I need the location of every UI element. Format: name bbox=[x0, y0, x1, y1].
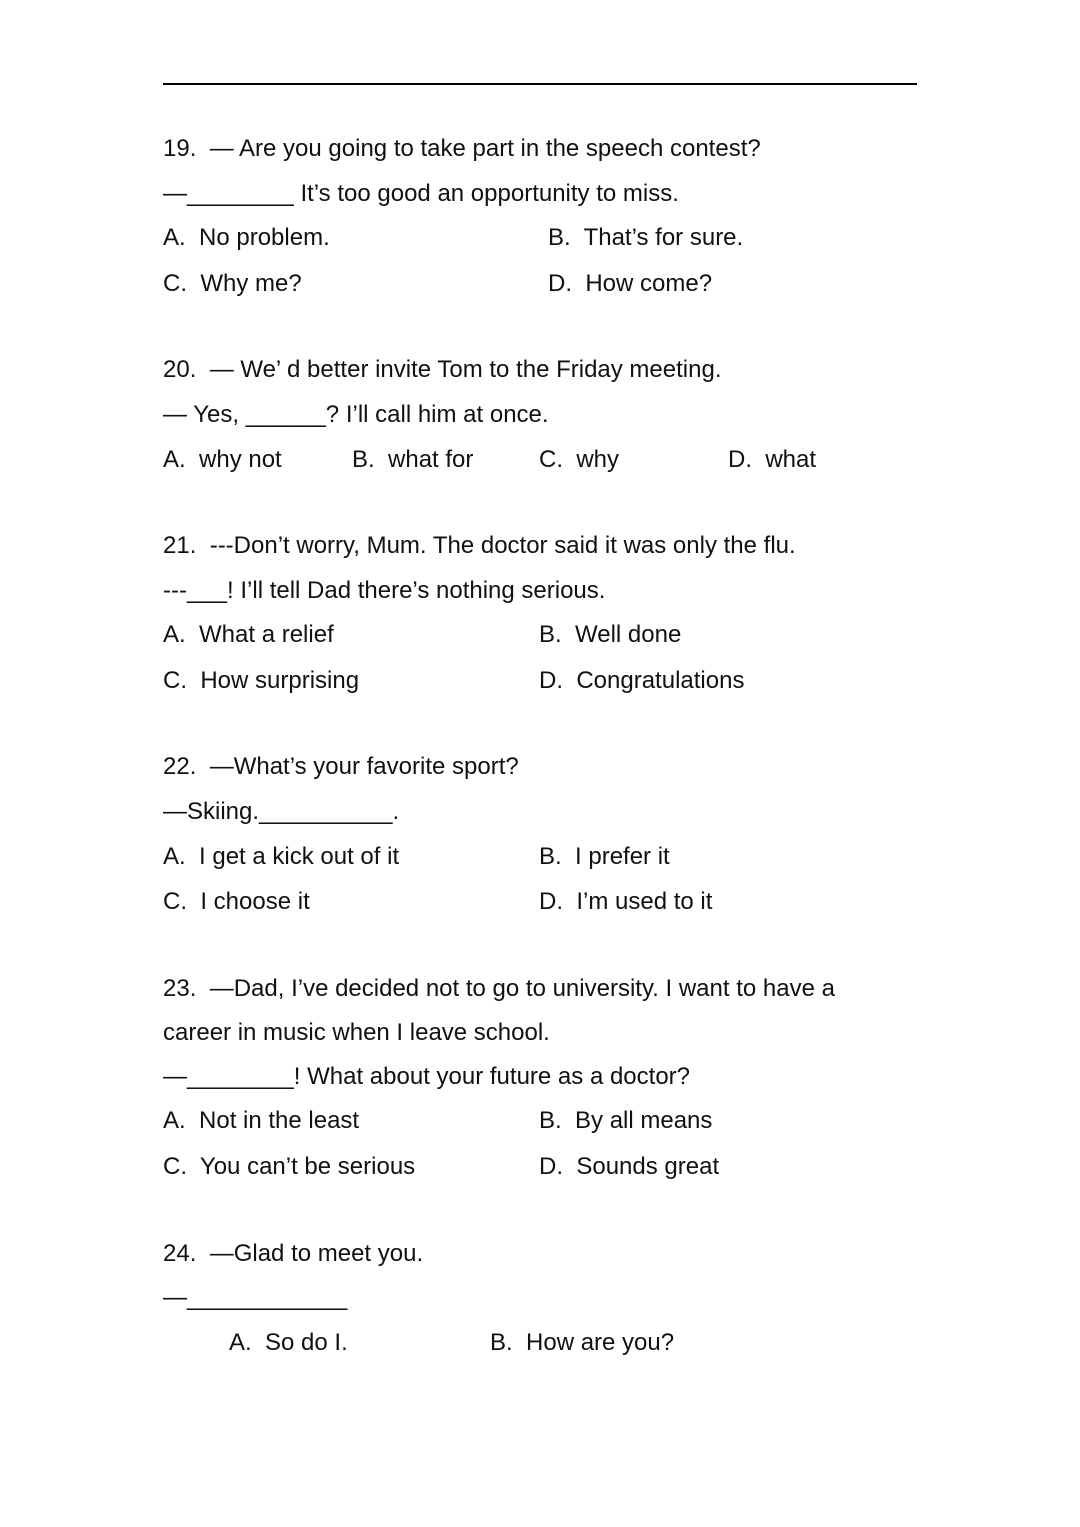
question-24-option-a: A. So do I. bbox=[229, 1329, 348, 1356]
question-23-option-a: A. Not in the least bbox=[163, 1107, 360, 1134]
question-21-option-c: C. How surprising bbox=[163, 667, 360, 694]
question-22-option-c: C. I choose it bbox=[163, 888, 310, 915]
question-20-option-d: D. what bbox=[728, 446, 817, 473]
header-rule bbox=[163, 83, 917, 85]
question-19-option-d: D. How come? bbox=[548, 270, 713, 297]
question-20-reply: — Yes, ______? I’ll call him at once. bbox=[163, 401, 549, 428]
question-24-prompt: 24. —Glad to meet you. bbox=[163, 1240, 424, 1267]
question-22-option-d: D. I’m used to it bbox=[539, 888, 713, 915]
question-19-option-c: C. Why me? bbox=[163, 270, 302, 297]
question-20-option-b: B. what for bbox=[352, 446, 474, 473]
question-19-prompt: 19. — Are you going to take part in the speech contest? bbox=[163, 135, 761, 162]
question-23-option-b: B. By all means bbox=[539, 1107, 713, 1134]
question-23-option-d: D. Sounds great bbox=[539, 1153, 720, 1180]
question-20-option-c: C. why bbox=[539, 446, 620, 473]
question-19-reply: —________ It’s too good an opportunity to miss. bbox=[163, 180, 679, 207]
question-22-option-a: A. I get a kick out of it bbox=[163, 843, 400, 870]
question-21-option-d: D. Congratulations bbox=[539, 667, 745, 694]
question-20-option-a: A. why not bbox=[163, 446, 282, 473]
question-23-prompt-continued: career in music when I leave school. bbox=[163, 1019, 550, 1046]
question-23-option-c: C. You can’t be serious bbox=[163, 1153, 416, 1180]
question-23-reply: —________! What about your future as a doctor? bbox=[163, 1063, 691, 1090]
question-22-prompt: 22. —What’s your favorite sport? bbox=[163, 753, 519, 780]
question-21-prompt: 21. ---Don’t worry, Mum. The doctor said it was only the flu. bbox=[163, 532, 796, 559]
question-21-option-a: A. What a relief bbox=[163, 621, 334, 648]
question-24-reply: —____________ bbox=[163, 1284, 348, 1311]
question-22-option-b: B. I prefer it bbox=[539, 843, 670, 870]
question-19-option-b: B. That’s for sure. bbox=[548, 224, 744, 251]
question-21-option-b: B. Well done bbox=[539, 621, 682, 648]
question-24-option-b: B. How are you? bbox=[490, 1329, 675, 1356]
question-23-prompt: 23. —Dad, I’ve decided not to go to university. I want to have a bbox=[163, 975, 835, 1002]
question-19-option-a: A. No problem. bbox=[163, 224, 330, 251]
question-22-reply: —Skiing.__________. bbox=[163, 798, 400, 825]
question-20-prompt: 20. — We’ d better invite Tom to the Friday meeting. bbox=[163, 356, 722, 383]
question-21-reply: ---___! I’ll tell Dad there’s nothing serious. bbox=[163, 577, 606, 604]
